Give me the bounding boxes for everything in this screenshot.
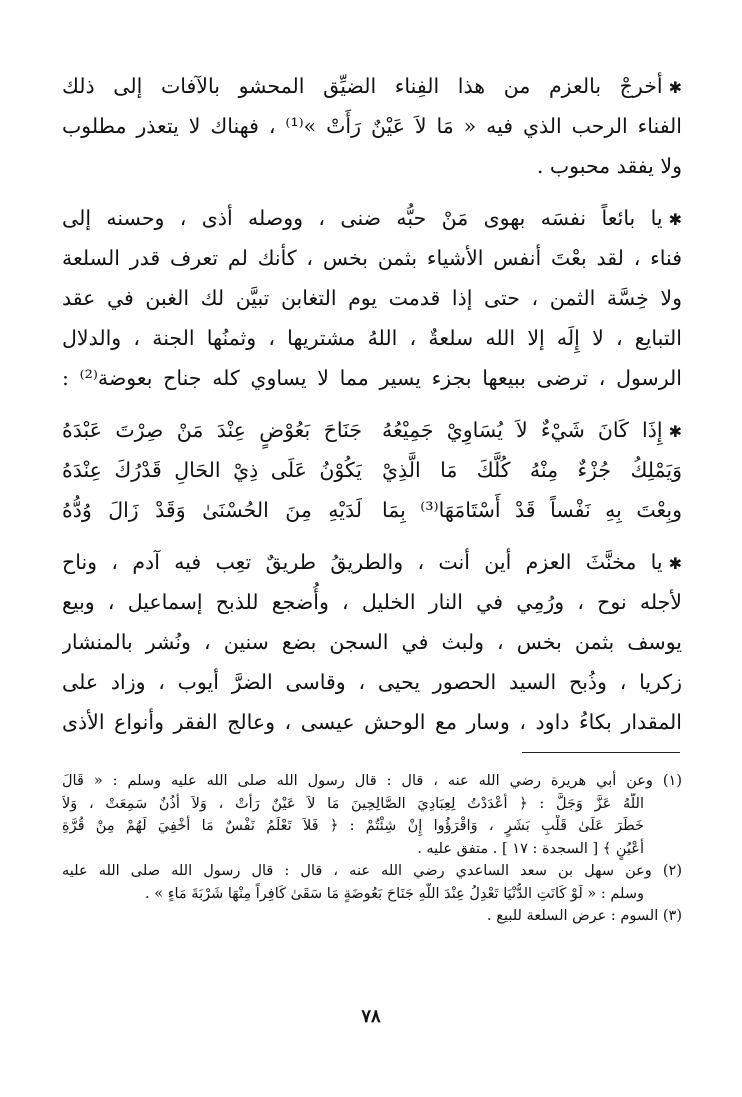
poem-hemistich: لَدَيْهِ مِنَ الحُسْنَىٰ وَقَدْ زَالَ وُدُّهُ <box>62 498 362 522</box>
star-icon: ✱ <box>668 78 682 97</box>
paragraph-line: ولا يفقد محبوب . <box>536 154 682 178</box>
paragraph-line: ولا خِسَّة الثمن ، حتى إذا قدمت يوم التغابن تبيَّن لك الغبن في عقد <box>62 286 682 310</box>
footnote-1 <box>62 770 682 860</box>
footnote-2 <box>62 860 682 905</box>
paragraph-2 <box>62 198 682 398</box>
paragraph-line: الرسول ، ترضى ببيعها بجزء يسير مما لا يساوي كله جناح بعوضة⁽²⁾ : <box>62 366 682 390</box>
paragraph-line: يوسف بثمن بخس ، ولبث في السجن بضع سنين ، ونُشر بالمنشار <box>62 630 682 654</box>
poem-verse <box>62 410 682 450</box>
paragraph-line: يا مخنَّثَ العزم أين أنت ، والطريقُ طريقٌ تعِب فيه آدم ، وناح <box>62 550 663 574</box>
star-icon: ✱ <box>668 210 682 229</box>
paragraph-line: الفناء الرحب الذي فيه « مَا لاَ عَيْنٌ رَأَتْ »⁽¹⁾ ، فهناك لا يتعذر مطلوب <box>62 114 682 138</box>
poem-hemistich: وبِعْتَ بِهِ نَفْساً قَدْ أَسْتَامَهَا⁽³⁾ بِمَا <box>382 498 682 522</box>
paragraph-3 <box>62 542 682 742</box>
poem-verse <box>62 450 682 490</box>
star-icon: ✱ <box>668 422 682 441</box>
paragraph-line: يا بائعاً نفسَه بهوى مَنْ حبُّه ضنى ، ووصله أذى ، وحسنه إلى <box>62 206 663 230</box>
paragraph-line: لأجله نوح ، ورُمِي في النار الخليل ، وأُضجع للذبح إسماعيل ، وبيع <box>62 590 682 614</box>
main-text <box>62 66 682 754</box>
footnote-line: خَطَرَ عَلَىٰ قَلْبِ بَشَرٍ ، وَاقْرَؤُوا إِنْ شِئْتُمْ : ﴿ فَلاَ تَعْلَمُ نَفْسٌ مَا أُخْفِيَ لَهُمْ مِنْ قُرَّةِ <box>62 818 644 834</box>
poem-verse <box>62 490 682 530</box>
footnote-line: وسلم : « لَوْ كَانَتِ الدُّنْيَا تَعْدِلُ عِنْدَ اللَّهِ جَنَاحَ بَعُوضَةٍ مَا سَقَىٰ كَافِراً مِنْهَا شَرْبَةَ مَاءٍ » . <box>145 885 644 902</box>
poem <box>62 410 682 530</box>
footnote-line: (١) وعن أبي هريرة رضي الله عنه ، قال : قال رسول الله صلى الله عليه وسلم : « قَالَ <box>62 773 682 789</box>
poem-hemistich: وَيَمْلِكُ جُزْءٌ مِنْهُ كُلَّكَ مَا الَّذِيْ <box>382 458 682 482</box>
paragraph-1 <box>62 66 682 186</box>
star-icon: ✱ <box>668 554 682 573</box>
paragraph-line: زكريا ، وذُبح السيد الحصور يحيى ، وقاسى الضرَّ أيوب ، وزاد على <box>62 670 682 694</box>
poem-hemistich: إِذَا كَانَ شَيْءٌ لاَ يُسَاوِيْ جَمِيْعُهُ <box>382 418 663 442</box>
paragraph-line: أخرجْ بالعزم من هذا الفِناء الضيِّق المحشو بالآفات إلى ذلك <box>62 74 663 98</box>
poem-hemistich: جَنَاحَ بَعُوْضٍ عِنْدَ مَنْ صِرْتَ عَبْدَهُ <box>62 418 362 442</box>
footnote-3 <box>62 905 682 928</box>
footnote-line: أَعْيُنٍ ﴾ [ السجدة : ١٧ ] . متفق عليه . <box>417 840 644 857</box>
page-number: ٧٨ <box>361 1006 381 1027</box>
poem-hemistich: يَكُوْنُ عَلَى ذِيْ الحَالِ قَدْرُكَ عِنْدَهُ <box>62 458 362 482</box>
footnotes <box>62 770 682 928</box>
footnote-line: (٢) وعن سهل بن سعد الساعدي رضي الله عنه ، قال : قال رسول الله صلى الله عليه <box>62 863 682 879</box>
footnote-separator <box>522 752 680 753</box>
paragraph-line: التبايع ، لا إِلَه إلا الله سلعةٌ ، اللهُ مشتريها ، وثمنُها الجنة ، والدلال <box>62 326 682 350</box>
paragraph-line: المقدار بكاءُ داود ، وسار مع الوحش عيسى ، وعالج الفقر وأنواع الأذى <box>62 710 682 734</box>
footnote-line: (٣) السوم : عرض السلعة للبيع . <box>487 908 682 924</box>
paragraph-line: فناء ، لقد بعْتَ أنفس الأشياء بثمن بخس ، كأنك لم تعرف قدر السلعة <box>62 246 682 270</box>
footnote-line: اللَّهُ عَزَّ وَجَلَّ : ﴿ أَعْدَدْتُ لِعِبَادِيَ الصَّالِحِينَ مَا لاَ عَيْنٌ رَأَتْ ، وَلاَ أُذُنٌ سَمِعَتْ ، وَلاَ <box>62 795 644 812</box>
